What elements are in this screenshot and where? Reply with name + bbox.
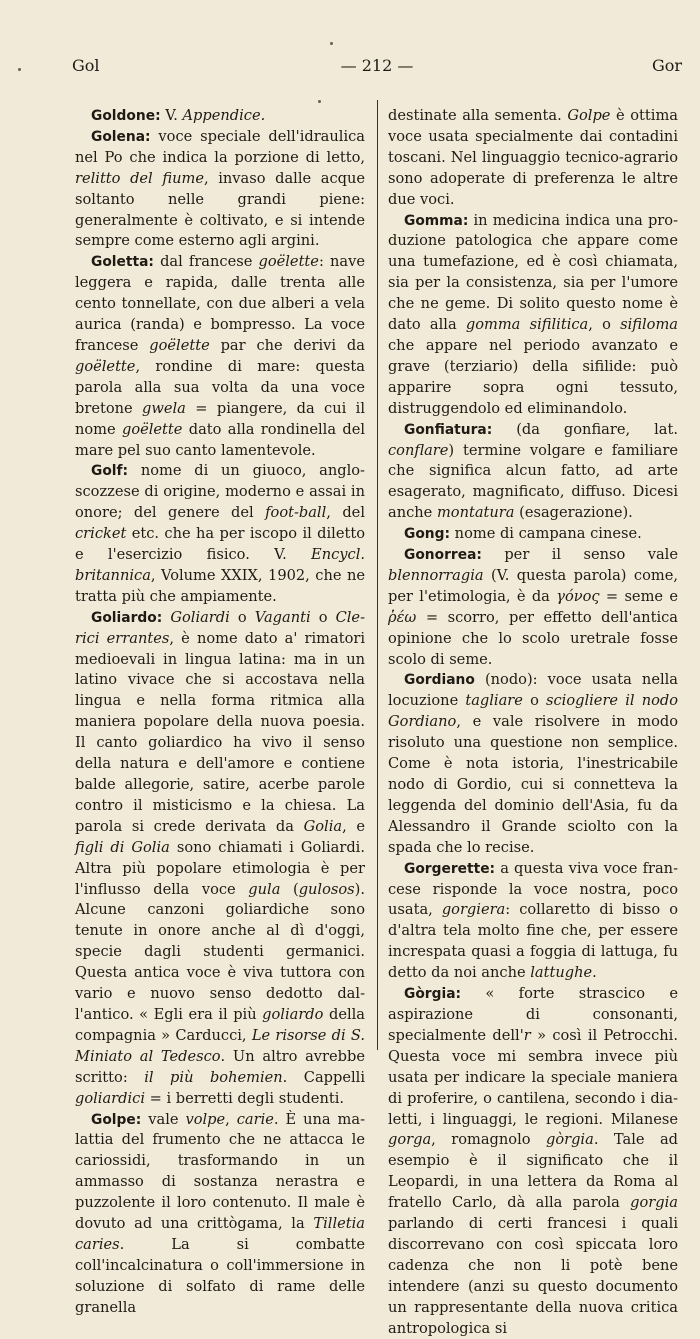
italic-term: Encycl. britannica xyxy=(75,546,365,584)
headword: Goliardo: xyxy=(91,609,163,626)
headword: Gong: xyxy=(404,526,451,543)
headword: Gordiano xyxy=(404,672,475,689)
italic-term: γόνος xyxy=(556,587,600,605)
italic-term: cricket xyxy=(75,525,127,543)
italic-term: gwela xyxy=(142,399,186,417)
headword: Golpe: xyxy=(91,1111,142,1128)
entry-text: , Volume XXIX, 1902, che ne tratta più che ampiamente. xyxy=(75,566,365,605)
entry-text: , del xyxy=(326,504,365,522)
dictionary-entry xyxy=(388,524,678,545)
print-speck xyxy=(330,42,333,45)
italic-term: Clerici errantes xyxy=(75,608,365,647)
italic-term: gomma sifilitica xyxy=(465,316,589,334)
italic-term: gorgiera xyxy=(441,901,506,919)
entry-text: o xyxy=(310,608,336,626)
entry-text: , invaso dalle acque soltanto nelle grandi piene: generalmente è coltivato, e si intende sempre come esterno agli argini. xyxy=(75,169,365,250)
italic-term: carie xyxy=(236,1110,274,1128)
entry-text: a questa viva voce francese risponde la voce nostra, poco usata, xyxy=(388,859,678,919)
italic-term: montatura xyxy=(436,504,515,522)
entry-text: = seme e xyxy=(599,587,679,605)
entry-text: . xyxy=(592,964,597,982)
entry-text: , e xyxy=(342,817,365,835)
italic-term: goëlette xyxy=(75,357,136,375)
dictionary-entry xyxy=(75,127,365,252)
italic-term: Le risorse di S. Miniato al Tedesco xyxy=(75,1026,365,1065)
entry-text: nome di un giuoco, anglo-scozzese di origine, moderno e assai in onore; del genere del xyxy=(75,462,365,522)
italic-term: goëlette xyxy=(149,336,210,354)
entry-text: nome di campana cinese. xyxy=(450,525,642,543)
entry-text: , o xyxy=(588,316,621,334)
page-number: — 212 — xyxy=(340,56,414,75)
headword: Goldone: xyxy=(91,108,161,124)
dictionary-entry xyxy=(388,984,678,1339)
italic-term: Golpe xyxy=(567,107,611,124)
entry-text: dal francese xyxy=(153,253,259,271)
italic-term: gorgia xyxy=(630,1194,678,1212)
dictionary-entry xyxy=(75,461,365,607)
entry-text: . Un altro avrebbe scritto: xyxy=(75,1047,365,1086)
entry-text: , è nome dato a' rimatori medioevali in lingua latina: ma in un latino vivace che si accostava nella lingua e nella forma ritmica alla maniera popolare della nuova poesia. Il canto goliardico ha vivo il senso della natura e dell'amore e contiene balde allegorie, satire, acerbe parole contro il misticismo e la chiesa. La parola si crede derivata da xyxy=(75,629,366,835)
right-column xyxy=(388,106,678,1339)
dictionary-entry xyxy=(388,211,678,420)
print-speck xyxy=(18,68,21,71)
italic-term: Goliardi xyxy=(170,608,230,626)
entry-text: parlando di certi francesi i quali discorrevano con così spiccata loro cadenza che non li potè bene intendere (anzi su questo documento un rappresentante della nuova critica antropologica si xyxy=(388,1215,678,1337)
italic-term: goliardo xyxy=(262,1005,324,1023)
entry-text: , romagnolo xyxy=(431,1131,546,1149)
italic-term: volpe xyxy=(185,1110,226,1128)
italic-term: Vaganti xyxy=(254,608,311,626)
print-speck xyxy=(318,100,321,103)
entry-text: » così il Petrocchi. Questa voce mi sembra invece più usata per indicare la speciale maniera di proferire, o cantilena, secondo i dialetti, i linguaggi, le regioni. Milanese xyxy=(388,1026,678,1128)
entry-text: vale xyxy=(141,1110,186,1128)
entry-text: (V. questa parola) come, per l'etimologia, è da xyxy=(388,566,678,605)
entry-text: ). Alcune canzoni goliardiche sono tenute in onore anche al dì d'oggi, specie dagli studenti germanici. Questa antica voce è viva tuttora con vario e nuovo senso dedotto dall'antico. « Egli era il più xyxy=(75,880,365,1023)
italic-term: gòrgia xyxy=(545,1131,594,1149)
entry-text: par che derivi da xyxy=(209,336,365,354)
dictionary-entry xyxy=(75,1110,365,1319)
entry-text: etc. che ha per iscopo il diletto e l'esercizio fisico. V. xyxy=(75,525,365,564)
italic-term: goëlette xyxy=(258,253,319,271)
entry-text: : collaretto di bisso o d'altra tela molto fine che, per essere increspata quasi a foggia di lattuga, fu detto da noi anche xyxy=(388,901,678,982)
italic-term: r xyxy=(523,1026,531,1044)
entry-text: della compagnia » Carducci, xyxy=(75,1005,365,1044)
entry-text: = piangere, da cui il nome xyxy=(75,399,365,438)
headword: Gorgerette: xyxy=(404,860,496,877)
italic-term: ῥέω xyxy=(388,608,417,626)
entry-text: , rondine di mare: questa parola alla sua volta da una voce bretone xyxy=(75,357,365,417)
dictionary-entry xyxy=(388,859,678,984)
entry-text: , e vale risolvere in modo risoluto una questione non semplice. Come è nota istoria, l'inestricabile nodo di Gordio, cui si connetteva la leggenda del dominio dell'Asia, fu da Alessandro il Grande sciolto con la spada che lo recise. xyxy=(388,713,678,856)
entry-text: dato alla rondinella del mare pel suo canto lamentevole. xyxy=(75,420,365,459)
entry-text: o xyxy=(522,692,547,710)
entry-text: per il senso vale xyxy=(481,546,678,564)
entry-text: (da gonfiare, lat. xyxy=(492,420,678,438)
headword: Gòrgia: xyxy=(404,986,462,1003)
italic-term: goëlette xyxy=(121,420,183,438)
italic-term: tagliare xyxy=(465,692,523,710)
entry-text: . Tale ad esempio è il significato che il Leopardi, in una lettera da Roma al fratello Carlo, dà alla parola xyxy=(388,1131,678,1212)
italic-term: gulosos xyxy=(298,880,355,898)
entry-text: = scorro, per effetto dell'antica opinione che lo scolo uretrale fosse scolo di seme. xyxy=(388,608,678,668)
entry-text: o xyxy=(229,608,255,626)
headword: Goletta: xyxy=(91,254,154,271)
dictionary-entry xyxy=(75,608,365,1110)
italic-term: figli di Golia xyxy=(75,838,170,856)
entry-text: che appare nel periodo avanzato e grave (terziario) della sifilide: può apparire sopra ogni tessuto, distruggendolo ed eliminandolo. xyxy=(388,336,678,417)
headword: Gonorrea: xyxy=(404,547,482,564)
entry-text: in medicina indica una produzione patologica che appare come una tumefazione, ed è così chiamata, sia per la consistenza, sia per l'umore che ne geme. Di solito questo nome è dato alla xyxy=(388,211,678,334)
headword: Gonfiatura: xyxy=(404,421,493,438)
entry-text: . È una malattia del frumento che ne attacca le cariossidi, trasformando in un ammasso di sostanza nerastra e puzzolente il loro contenuto. Il male è dovuto ad una crittògama, la xyxy=(75,1110,366,1233)
italic-term: Tilletia caries xyxy=(75,1215,365,1253)
italic-term: goliardici xyxy=(75,1089,145,1107)
entry-text: = i berretti degli studenti. xyxy=(145,1089,345,1107)
header-left-guideword: Gol xyxy=(72,56,100,75)
italic-term: blennorragia xyxy=(388,566,484,584)
italic-term: gula xyxy=(248,880,281,898)
entry-text: (esagerazione). xyxy=(514,504,633,522)
entry-text: . La si combatte coll'incalcinatura o coll'immersione in soluzione di solfato di rame delle granella xyxy=(75,1235,365,1316)
dictionary-entry xyxy=(388,420,678,525)
entry-text: V. xyxy=(160,107,183,124)
header-right-guideword: Gor xyxy=(651,56,682,75)
entry-text: è ottima voce usata specialmente dai contadini toscani. Nel linguaggio tecnico-agrario sono adoperate di preferenza le altre due voci. xyxy=(388,107,678,208)
italic-term: Golia xyxy=(303,817,343,835)
left-column xyxy=(75,106,365,1319)
italic-term: il più bohemien xyxy=(144,1068,283,1086)
entry-text: sono chiamati i Goliardi. Altra più popolare etimologia è per l'influsso della voce xyxy=(75,838,365,898)
italic-term: gorga xyxy=(388,1131,432,1149)
headword: Golf: xyxy=(91,463,129,480)
headword: Golena: xyxy=(91,128,151,145)
entry-text: « forte strascico e aspirazione di consonanti, specialmente dell' xyxy=(388,985,678,1044)
entry-text: . Cappelli xyxy=(282,1068,365,1086)
entry-text: : nave leggera e rapida, dalle trenta alle cento tonnellate, con due alberi a vela aurica (randa) e bompresso. La voce francese xyxy=(75,253,365,354)
entry-continuation xyxy=(388,106,678,211)
italic-term: lattughe xyxy=(530,964,593,982)
italic-term: Appendice. xyxy=(182,107,266,124)
entry-text: ) termine volgare e familiare che significa alcun fatto, ad arte esagerato, magnificato, diffuso. Dicesi anche xyxy=(388,441,678,522)
dictionary-entry xyxy=(75,252,365,461)
dictionary-entry xyxy=(388,545,678,670)
entry-text: destinate alla sementa. xyxy=(388,107,568,124)
column-divider xyxy=(377,100,378,1050)
entry-text: , xyxy=(225,1110,237,1128)
headword: Gomma: xyxy=(404,212,469,229)
dictionary-entry xyxy=(388,670,678,858)
running-header xyxy=(72,56,682,82)
italic-term: sciogliere il nodo Gordiano xyxy=(388,692,679,731)
entry-text: ( xyxy=(280,880,299,898)
italic-term: sifiloma xyxy=(620,316,678,334)
entry-text: (nodo): voce usata nella locuzione xyxy=(388,671,678,710)
italic-term: relitto del fiume xyxy=(75,169,204,187)
dictionary-entry xyxy=(75,106,365,127)
entry-text: voce speciale dell'idraulica nel Po che indica la porzione di letto, xyxy=(75,127,365,166)
italic-term: foot-ball xyxy=(265,504,327,522)
italic-term: conflare xyxy=(388,441,449,459)
